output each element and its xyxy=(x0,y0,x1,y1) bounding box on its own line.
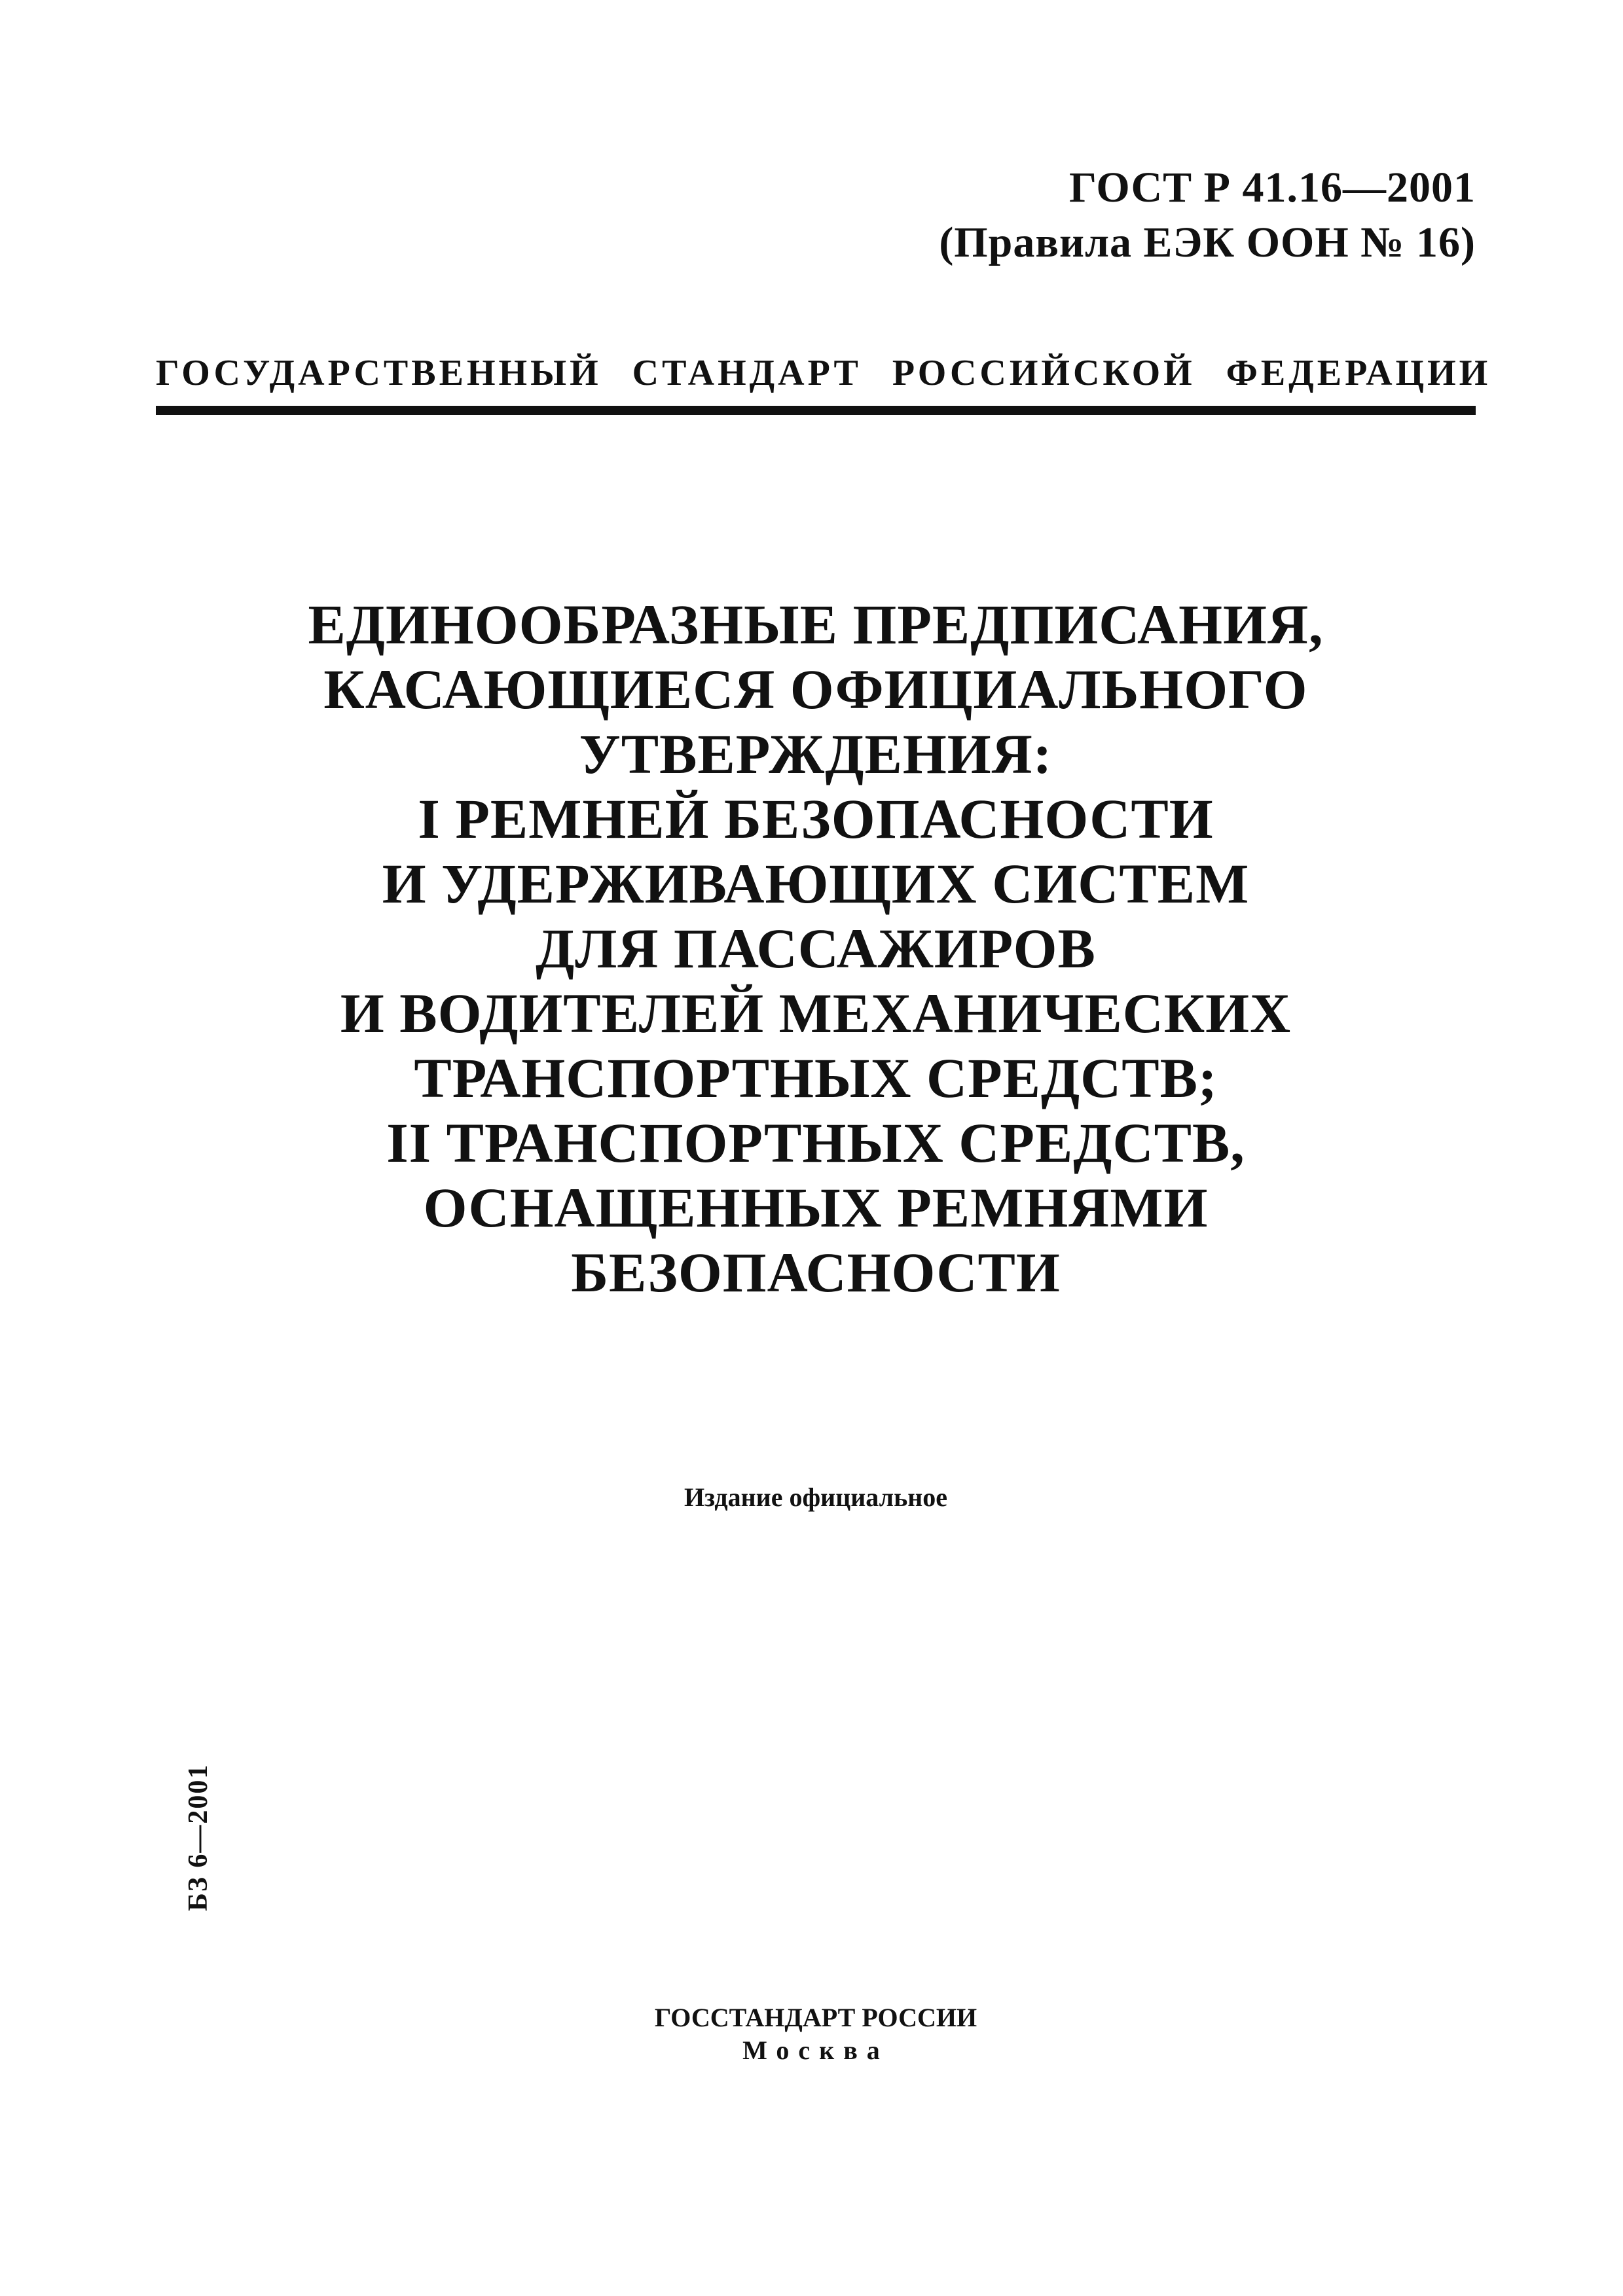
publisher xyxy=(156,2001,1476,2067)
title-line: II ТРАНСПОРТНЫХ СРЕДСТВ, xyxy=(386,1111,1245,1174)
document-number xyxy=(939,160,1476,270)
title-line: И ВОДИТЕЛЕЙ МЕХАНИЧЕСКИХ xyxy=(340,982,1292,1045)
title-line: ОСНАЩЕННЫХ РЕМНЯМИ xyxy=(423,1176,1209,1239)
title-line: УТВЕРЖДЕНИЯ: xyxy=(579,723,1053,785)
title-line: ДЛЯ ПАССАЖИРОВ xyxy=(536,917,1096,980)
title-line: БЕЗОПАСНОСТИ xyxy=(571,1241,1061,1304)
document-title xyxy=(156,592,1476,1305)
title-line: I РЕМНЕЙ БЕЗОПАСНОСТИ xyxy=(418,787,1214,850)
title-line: ЕДИНООБРАЗНЫЕ ПРЕДПИСАНИЯ, xyxy=(308,593,1324,656)
publisher-city: Москва xyxy=(742,2036,889,2065)
edition-label: Издание официальное xyxy=(684,1482,948,1512)
standard-header: ГОСУДАРСТВЕННЫЙ СТАНДАРТ РОССИЙСКОЙ ФЕДЕРАЦИИ xyxy=(156,353,1491,393)
regulation-reference: (Правила ЕЭК ООН № 16) xyxy=(939,219,1476,266)
standard-designation: ГОСТ Р 41.16—2001 xyxy=(1069,164,1476,211)
title-line: И УДЕРЖИВАЮЩИХ СИСТЕМ xyxy=(382,852,1250,915)
publisher-name: ГОССТАНДАРТ РОССИИ xyxy=(654,2003,977,2032)
side-code-text: БЗ 6—2001 xyxy=(183,1763,213,1911)
header-rule xyxy=(156,406,1476,415)
title-line: ТРАНСПОРТНЫХ СРЕДСТВ; xyxy=(414,1047,1218,1109)
title-line: КАСАЮЩИЕСЯ ОФИЦИАЛЬНОГО xyxy=(323,658,1308,721)
